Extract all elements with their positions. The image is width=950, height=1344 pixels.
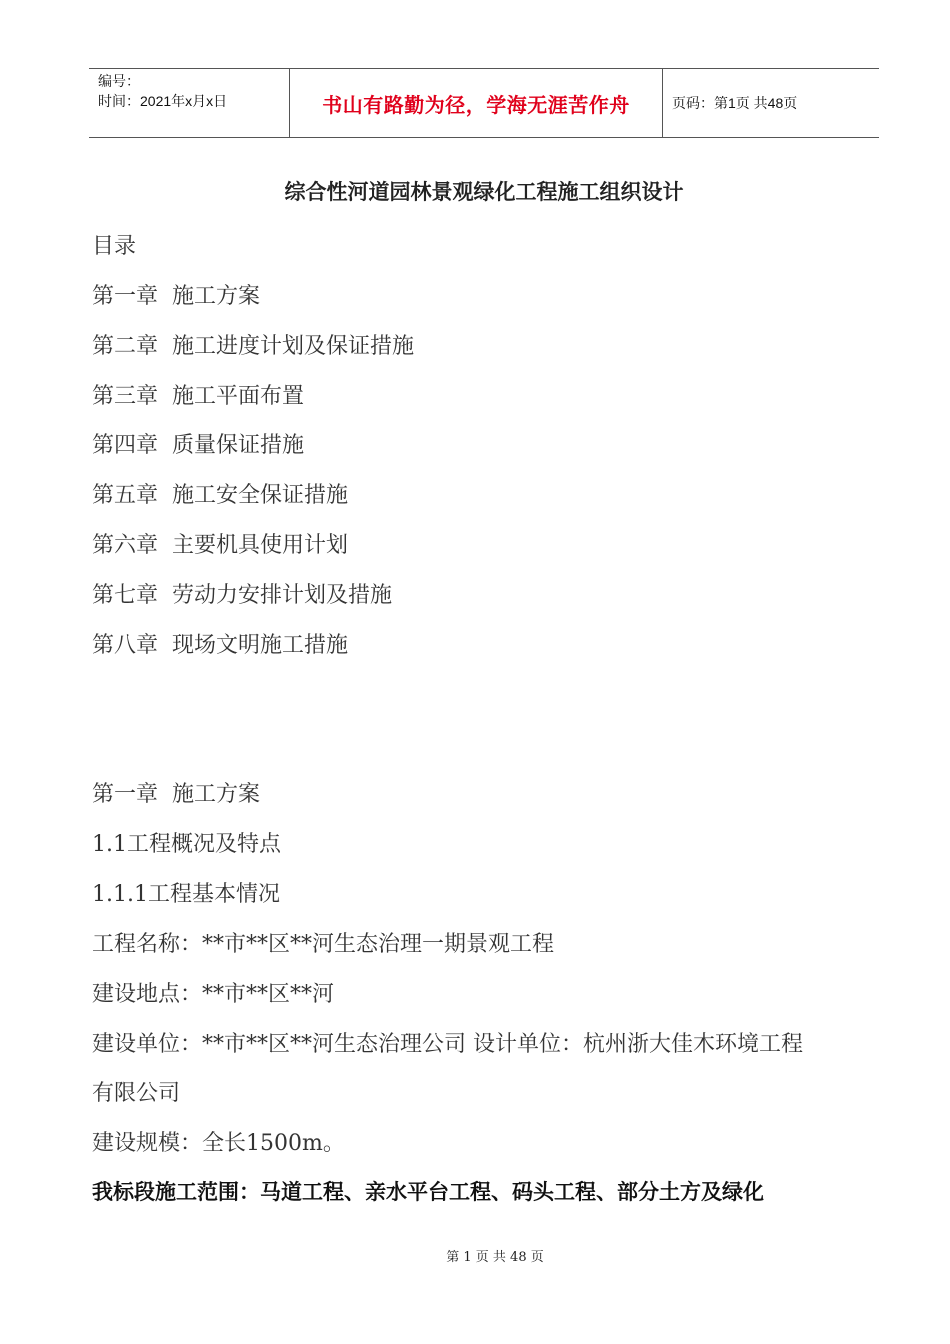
toc-chapter: 第二章 (92, 334, 159, 359)
chapter-number: 第一章 (92, 782, 159, 807)
toc-chapter: 第七章 (92, 583, 159, 608)
section-heading-1-1: 1.1工程概况及特点 (92, 832, 281, 857)
location-line: 建设地点：**市**区**河 (92, 982, 335, 1007)
project-name-line: 工程名称：**市**区**河生态治理一期景观工程 (92, 932, 555, 957)
toc-title: 质量保证措施 (172, 433, 305, 458)
toc-item[interactable] (92, 379, 304, 410)
page-header (89, 68, 879, 138)
page-footer: 第 1 页 共 48 页 (446, 1250, 544, 1265)
toc-title: 施工平面布置 (172, 384, 305, 409)
toc-item[interactable] (92, 329, 414, 360)
toc-chapter: 第一章 (92, 284, 159, 309)
toc-chapter: 第五章 (92, 483, 159, 508)
toc-heading: 目录 (92, 234, 137, 259)
toc-title: 现场文明施工措施 (172, 633, 349, 658)
header-meta-cell (89, 69, 290, 137)
toc-item[interactable] (92, 578, 392, 609)
owner-line-continued: 有限公司 (92, 1081, 181, 1106)
scope-line: 我标段施工范围：马道工程、亲水平台工程、码头工程、部分土方及绿化 (92, 1180, 764, 1204)
scale-line: 建设规模：全长1500m。 (92, 1131, 345, 1156)
chapter-heading (92, 777, 260, 808)
toc-chapter: 第三章 (92, 384, 159, 409)
toc-item[interactable] (92, 428, 304, 459)
toc-item[interactable] (92, 478, 348, 509)
toc-title: 主要机具使用计划 (172, 533, 349, 558)
time-label: 时间：2021年x月x日 (98, 93, 228, 109)
owner-line: 建设单位：**市**区**河生态治理公司 设计单位：杭州浙大佳木环境工程 (92, 1032, 803, 1057)
toc-title: 劳动力安排计划及措施 (172, 583, 393, 608)
toc-chapter: 第六章 (92, 533, 159, 558)
section-heading-1-1-1: 1.1.1工程基本情况 (92, 882, 280, 907)
toc-chapter: 第四章 (92, 433, 159, 458)
toc-chapter: 第八章 (92, 633, 159, 658)
number-label: 编号： (98, 73, 140, 89)
header-motto: 书山有路勤为径，学海无涯苦作舟 (290, 69, 663, 137)
toc-item[interactable] (92, 628, 348, 659)
toc-title: 施工安全保证措施 (172, 483, 349, 508)
document-title: 综合性河道园林景观绿化工程施工组织设计 (284, 180, 684, 204)
toc-item[interactable] (92, 279, 260, 310)
toc-title: 施工方案 (172, 284, 261, 309)
chapter-title: 施工方案 (172, 782, 261, 807)
toc-title: 施工进度计划及保证措施 (172, 334, 415, 359)
toc-item[interactable] (92, 528, 348, 559)
header-page-info: 页码：第1页 共48页 (672, 95, 798, 111)
